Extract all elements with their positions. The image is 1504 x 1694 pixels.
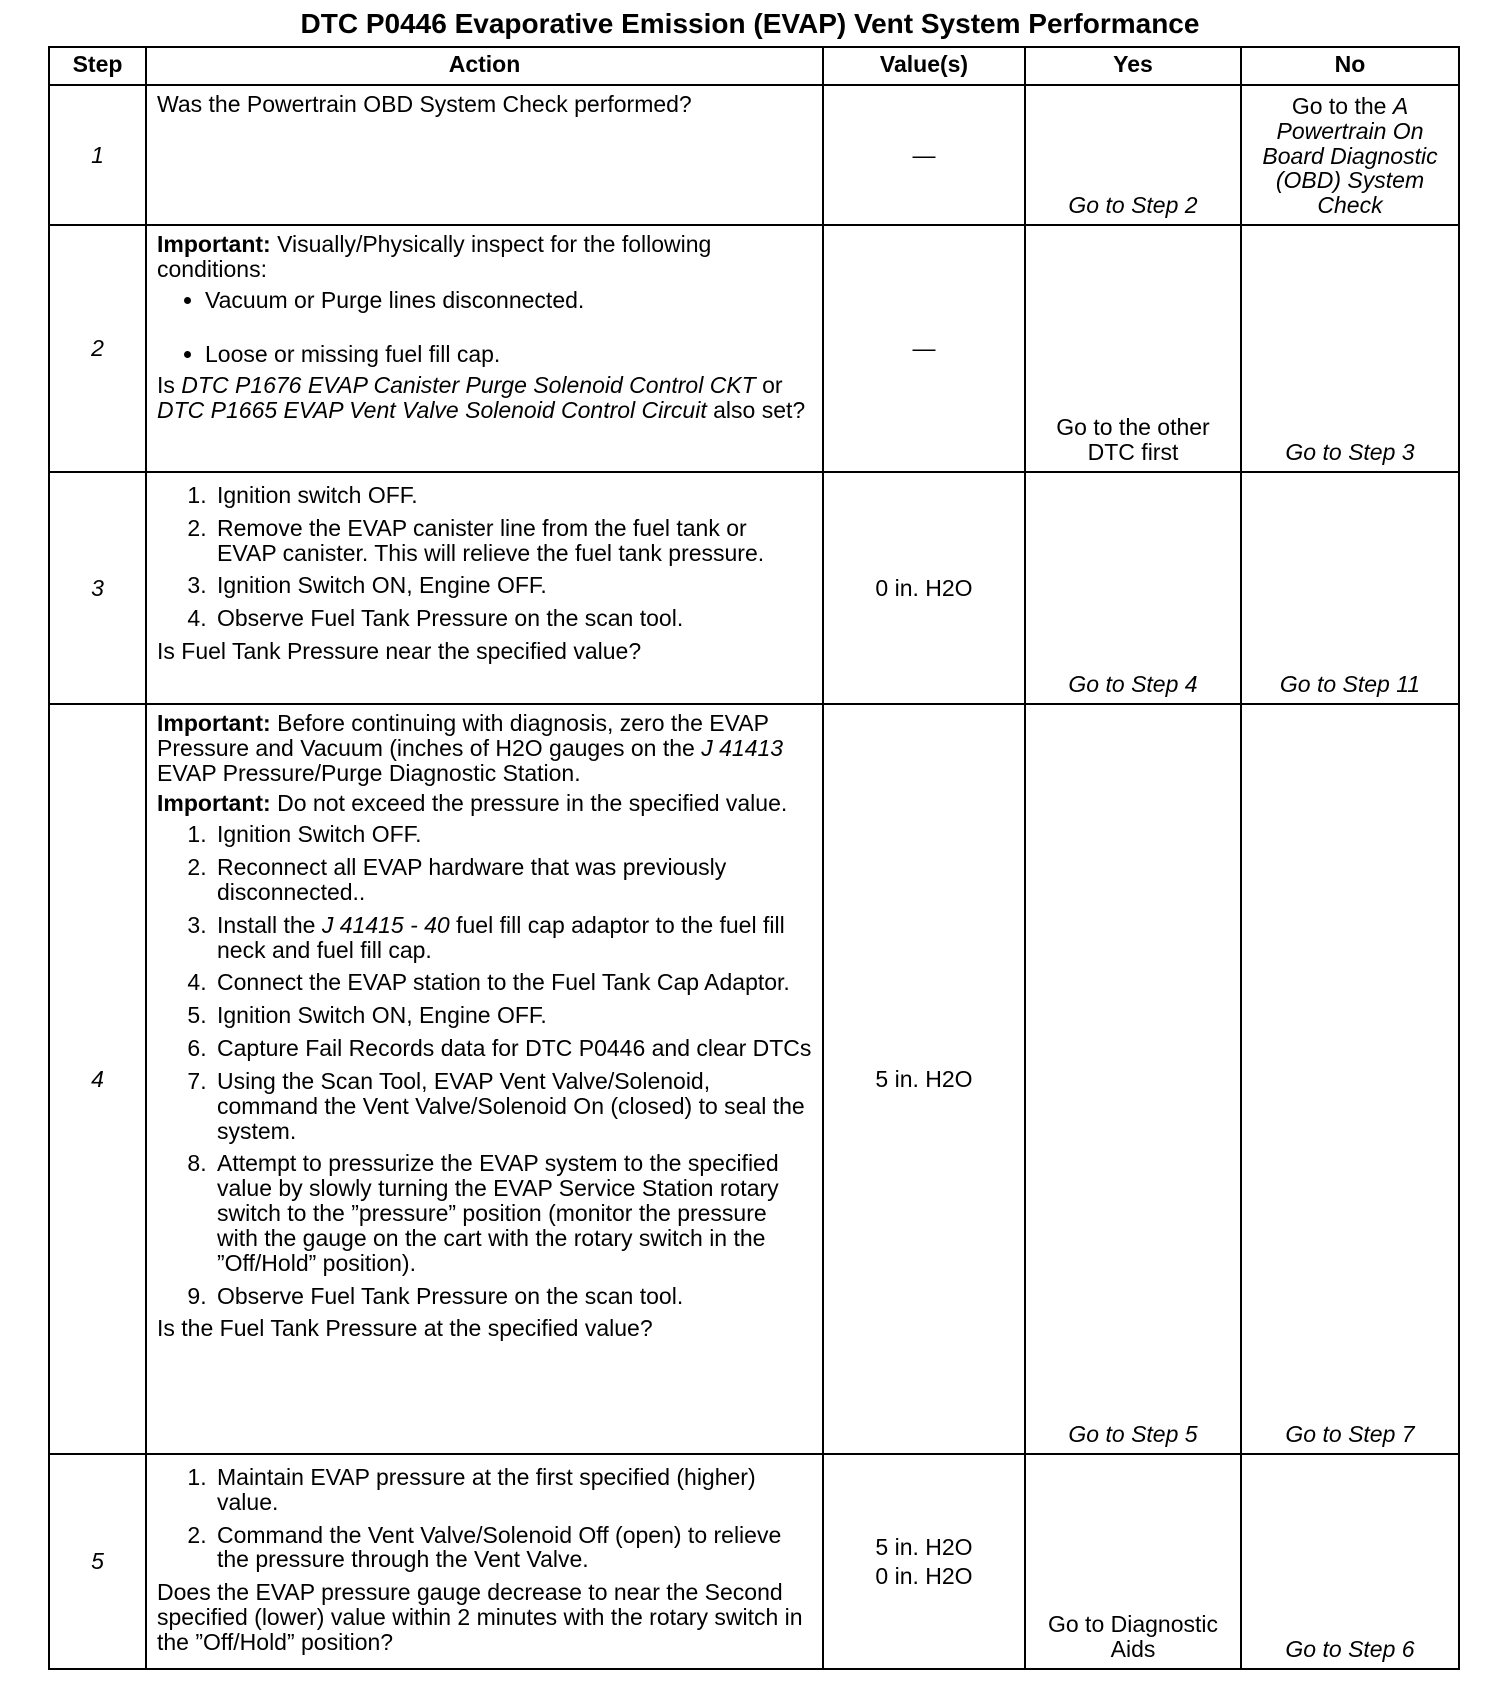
no-action: Go to Step 3 xyxy=(1241,225,1459,472)
procedure-list xyxy=(157,1465,812,1572)
no-action xyxy=(1241,85,1459,225)
header-no: No xyxy=(1241,47,1459,85)
important-label: Important: xyxy=(157,710,271,736)
table-row xyxy=(49,1454,1459,1669)
list-item: 1. Ignition switch OFF. xyxy=(213,483,812,508)
important-label: Important: xyxy=(157,231,271,257)
diagnostic-table xyxy=(48,46,1460,1670)
step-question: Is the Fuel Tank Pressure at the specified value? xyxy=(157,1315,653,1342)
table-row xyxy=(49,472,1459,704)
yes-action: Go to Step 4 xyxy=(1025,472,1241,704)
table-row xyxy=(49,85,1459,225)
value-cell: — xyxy=(823,225,1025,472)
step-question xyxy=(157,373,812,423)
value-cell xyxy=(823,1454,1025,1669)
no-action: Go to Step 7 xyxy=(1241,704,1459,1454)
yes-action: Go to Step 2 xyxy=(1025,85,1241,225)
action-cell xyxy=(146,704,823,1454)
page-title: DTC P0446 Evaporative Emission (EVAP) Vent System Performance xyxy=(300,8,1200,39)
table-row xyxy=(49,704,1459,1454)
list-item: 6. Capture Fail Records data for DTC P0446 and clear DTCs xyxy=(213,1036,812,1061)
table-header-row xyxy=(49,47,1459,85)
step-number: 2 xyxy=(49,225,146,472)
list-item: 4. Observe Fuel Tank Pressure on the scan tool. xyxy=(213,606,812,631)
important-note xyxy=(157,711,812,785)
question-text: Is xyxy=(157,372,182,399)
step-number: 4 xyxy=(49,704,146,1454)
table-row xyxy=(49,225,1459,472)
important-text: Before continuing with diagnosis, zero the EVAP Pressure and Vacuum (inches of H2O gauges on the xyxy=(157,710,769,761)
procedure-list xyxy=(157,483,812,631)
value-cell: 5 in. H2O xyxy=(823,704,1025,1454)
list-item: 1. Maintain EVAP pressure at the first specified (higher) value. xyxy=(213,1465,812,1515)
step-number: 3 xyxy=(49,472,146,704)
procedure-list xyxy=(157,822,812,1308)
value-low: 0 in. H2O xyxy=(875,1562,973,1589)
step-number: 1 xyxy=(49,85,146,225)
header-action: Action xyxy=(146,47,823,85)
header-values: Value(s) xyxy=(823,47,1025,85)
list-item-text: Install the xyxy=(217,911,322,938)
action-cell xyxy=(146,472,823,704)
list-item: 2. Reconnect all EVAP hardware that was previously disconnected.. xyxy=(213,855,812,905)
yes-action: Go to the other DTC first xyxy=(1025,225,1241,472)
important-text: Do not exceed the pressure in the specified value. xyxy=(270,790,788,817)
important-text: Visually/Physically inspect for the following conditions: xyxy=(157,231,712,282)
list-item: 2. Command the Vent Valve/Solenoid Off (open) to relieve the pressure through the Vent Valve. xyxy=(213,1523,812,1573)
yes-action: Go to Diagnostic Aids xyxy=(1025,1454,1241,1669)
yes-action: Go to Step 5 xyxy=(1025,704,1241,1454)
dtc-reference: DTC P1676 EVAP Canister Purge Solenoid Control CKT xyxy=(181,372,756,399)
action-cell xyxy=(146,85,823,225)
step-question: Is Fuel Tank Pressure near the specified value? xyxy=(157,638,642,665)
important-note xyxy=(157,232,812,282)
list-item: 9. Observe Fuel Tank Pressure on the scan tool. xyxy=(213,1284,812,1309)
question-text: also set? xyxy=(706,397,806,424)
value-high: 5 in. H2O xyxy=(875,1533,973,1560)
action-cell xyxy=(146,1454,823,1669)
condition-list xyxy=(157,288,812,368)
header-yes: Yes xyxy=(1025,47,1241,85)
tool-number: J 41415 - 40 xyxy=(321,911,450,938)
list-item-text: fuel fill cap adaptor to the fuel fill neck and fuel fill cap. xyxy=(217,911,785,963)
step-question: Was the Powertrain OBD System Check performed? xyxy=(157,91,692,117)
no-action: Go to Step 6 xyxy=(1241,1454,1459,1669)
step-number: 5 xyxy=(49,1454,146,1669)
list-item: 3. Ignition Switch ON, Engine OFF. xyxy=(213,573,812,598)
action-cell xyxy=(146,225,823,472)
list-item: 8. Attempt to pressurize the EVAP system to the specified value by slowly turning the EVAP Service Station rotary switch to the ”pressure” position (monitor the pressure with the gauge on the cart with the rotary switch in the ”Off/Hold” position). xyxy=(213,1151,812,1275)
important-text: EVAP Pressure/Purge Diagnostic Station. xyxy=(157,759,581,786)
list-item: 4. Connect the EVAP station to the Fuel Tank Cap Adaptor. xyxy=(213,970,812,995)
list-item: 1. Ignition Switch OFF. xyxy=(213,822,812,847)
value-cell: — xyxy=(823,85,1025,225)
list-item: 5. Ignition Switch ON, Engine OFF. xyxy=(213,1003,812,1028)
no-action-link: A Powertrain On Board Diagnostic (OBD) System Check xyxy=(1262,92,1438,219)
list-item: 2. Remove the EVAP canister line from the fuel tank or EVAP canister. This will relieve the fuel tank pressure. xyxy=(213,516,812,566)
list-item: • Loose or missing fuel fill cap. xyxy=(205,342,812,367)
no-action: Go to Step 11 xyxy=(1241,472,1459,704)
no-action-prefix: Go to the xyxy=(1291,92,1393,119)
important-label: Important: xyxy=(157,790,271,817)
list-item xyxy=(213,913,812,963)
list-item: 7. Using the Scan Tool, EVAP Vent Valve/Solenoid, command the Vent Valve/Solenoid On (closed) to seal the system. xyxy=(213,1069,812,1143)
important-note xyxy=(157,791,812,816)
dtc-reference: DTC P1665 EVAP Vent Valve Solenoid Control Circuit xyxy=(157,397,707,424)
step-question: Does the EVAP pressure gauge decrease to near the Second specified (lower) value within 2 minutes with the rotary switch in the ”Off/Hold” position? xyxy=(157,1579,803,1655)
list-item: • Vacuum or Purge lines disconnected. xyxy=(205,288,812,313)
header-step: Step xyxy=(49,47,146,85)
value-cell: 0 in. H2O xyxy=(823,472,1025,704)
question-text: or xyxy=(755,372,783,399)
tool-number: J 41413 xyxy=(701,734,784,761)
